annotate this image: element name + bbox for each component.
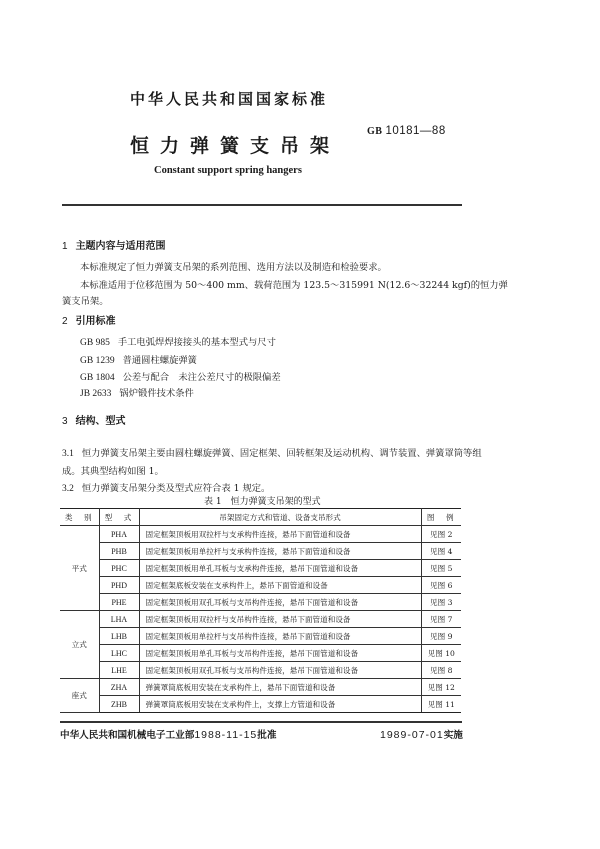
- type-code: PHE: [99, 594, 139, 611]
- figure-reference: 见图 10: [421, 645, 461, 662]
- type-description: 弹簧罩筒底板用安装在支承构件上，悬吊下面管道和设备: [139, 679, 421, 696]
- column-header-description: 吊架固定方式和管道、设备支吊形式: [139, 509, 421, 526]
- category-cell: 座式: [60, 679, 99, 713]
- type-description: 固定框架顶板用单孔耳板与支承构件连接，悬吊下面管道和设备: [139, 560, 421, 577]
- type-code: ZHB: [99, 696, 139, 713]
- section-1-para-2: 本标准适用于位移范围为 50～400 mm、载荷范围为 123.5～315991 N(12.6～32244 kgf)的恒力弹: [80, 280, 508, 291]
- category-cell: 立式: [60, 611, 99, 679]
- type-code: LHA: [99, 611, 139, 628]
- type-code: LHB: [99, 628, 139, 645]
- table-header-row: [60, 509, 461, 526]
- section-1-title: 1 主题内容与适用范围: [62, 241, 166, 252]
- type-code: LHC: [99, 645, 139, 662]
- type-code: PHB: [99, 543, 139, 560]
- table-row: [60, 628, 461, 645]
- approver: 中华人民共和国机械电子工业部: [60, 730, 195, 741]
- figure-reference: 见图 3: [421, 594, 461, 611]
- table-row: [60, 543, 461, 560]
- type-code: PHA: [99, 526, 139, 543]
- section-1-para-2-cont: 簧支吊架。: [62, 296, 109, 307]
- figure-reference: 见图 11: [421, 696, 461, 713]
- column-header-type: 型 式: [99, 509, 139, 526]
- effective-info: [380, 727, 463, 741]
- figure-reference: 见图 2: [421, 526, 461, 543]
- type-code: PHD: [99, 577, 139, 594]
- table-row: [60, 679, 461, 696]
- table-row: [60, 594, 461, 611]
- type-description: 固定框架顶板用双孔耳板与支吊构件连接，悬吊下面管道和设备: [139, 662, 421, 679]
- table-row: [60, 662, 461, 679]
- figure-reference: 见图 12: [421, 679, 461, 696]
- reference-item: GB 985 手工电弧焊焊接接头的基本型式与尺寸: [80, 337, 276, 348]
- type-code: PHC: [99, 560, 139, 577]
- figure-reference: 见图 9: [421, 628, 461, 645]
- approval-label: 批准: [257, 730, 277, 741]
- figure-reference: 见图 8: [421, 662, 461, 679]
- type-description: 固定框架顶板用双孔耳板与支吊构件连接，悬吊下面管道和设备: [139, 594, 421, 611]
- category-cell: 平式: [60, 526, 99, 611]
- column-header-category: 类 别: [60, 509, 99, 526]
- table-row: [60, 526, 461, 543]
- reference-item: JB 2633 锅炉锻件技术条件: [80, 388, 194, 399]
- type-description: 固定框架顶板用单拉杆与支承构件连接，悬吊下面管道和设备: [139, 543, 421, 560]
- footer-divider: [60, 721, 462, 723]
- figure-reference: 见图 7: [421, 611, 461, 628]
- section-1-para-1: 本标准规定了恒力弹簧支吊架的系列范围、选用方法以及制造和检验要求。: [80, 262, 387, 273]
- type-description: 固定框架顶板用双拉杆与支吊构件连接，悬吊下面管道和设备: [139, 611, 421, 628]
- type-code: ZHA: [99, 679, 139, 696]
- types-table: [60, 508, 461, 713]
- clause-3-2: 3.2 恒力弹簧支吊架分类及型式应符合表 1 规定。: [62, 483, 271, 494]
- figure-reference: 见图 5: [421, 560, 461, 577]
- type-description: 固定框架顶板用双拉杆与支承构件连接，悬吊下面管道和设备: [139, 526, 421, 543]
- type-code: LHE: [99, 662, 139, 679]
- header-divider: [62, 204, 462, 206]
- effective-date: 1989-07-01: [380, 729, 444, 741]
- type-description: 弹簧罩筒底板用安装在支承构件上，支撑上方管道和设备: [139, 696, 421, 713]
- reference-item: GB 1239 普通圆柱螺旋弹簧: [80, 355, 197, 366]
- table-row: [60, 560, 461, 577]
- standard-code-prefix: GB: [367, 126, 383, 137]
- column-header-figure: 图 例: [421, 509, 461, 526]
- figure-reference: 见图 4: [421, 543, 461, 560]
- standard-type: 中华人民共和国国家标准: [130, 90, 329, 108]
- table-row: [60, 611, 461, 628]
- document-subtitle-en: Constant support spring hangers: [154, 165, 302, 176]
- type-description: 固定框架顶板用单拉杆与支吊构件连接，悬吊下面管道和设备: [139, 628, 421, 645]
- effective-label: 实施: [443, 730, 463, 741]
- reference-item: GB 1804 公差与配合 未注公差尺寸的极限偏差: [80, 372, 281, 383]
- approval-date: 1988-11-15: [194, 729, 258, 741]
- figure-reference: 见图 6: [421, 577, 461, 594]
- type-description: 固定框架底板安装在支承构件上，悬吊下面管道和设备: [139, 577, 421, 594]
- table-row: [60, 577, 461, 594]
- standard-code: [367, 125, 446, 137]
- section-2-title: 2 引用标准: [62, 316, 116, 327]
- standard-code-number: 10181—88: [385, 125, 446, 137]
- section-3-title: 3 结构、型式: [62, 416, 126, 427]
- clause-3-1-cont: 成。其典型结构如图 1。: [62, 466, 164, 477]
- document-title: 恒力弹簧支吊架: [130, 135, 341, 157]
- type-description: 固定框架顶板用单孔耳板与支吊构件连接，悬吊下面管道和设备: [139, 645, 421, 662]
- table-row: [60, 645, 461, 662]
- clause-3-1: 3.1 恒力弹簧支吊架主要由圆柱螺旋弹簧、固定框架、回转框架及运动机构、调节装置、弹簧罩筒等组: [62, 448, 482, 459]
- table-row: [60, 696, 461, 713]
- approval-info: [60, 727, 276, 741]
- table-caption: 表 1 恒力弹簧支吊架的型式: [204, 497, 321, 507]
